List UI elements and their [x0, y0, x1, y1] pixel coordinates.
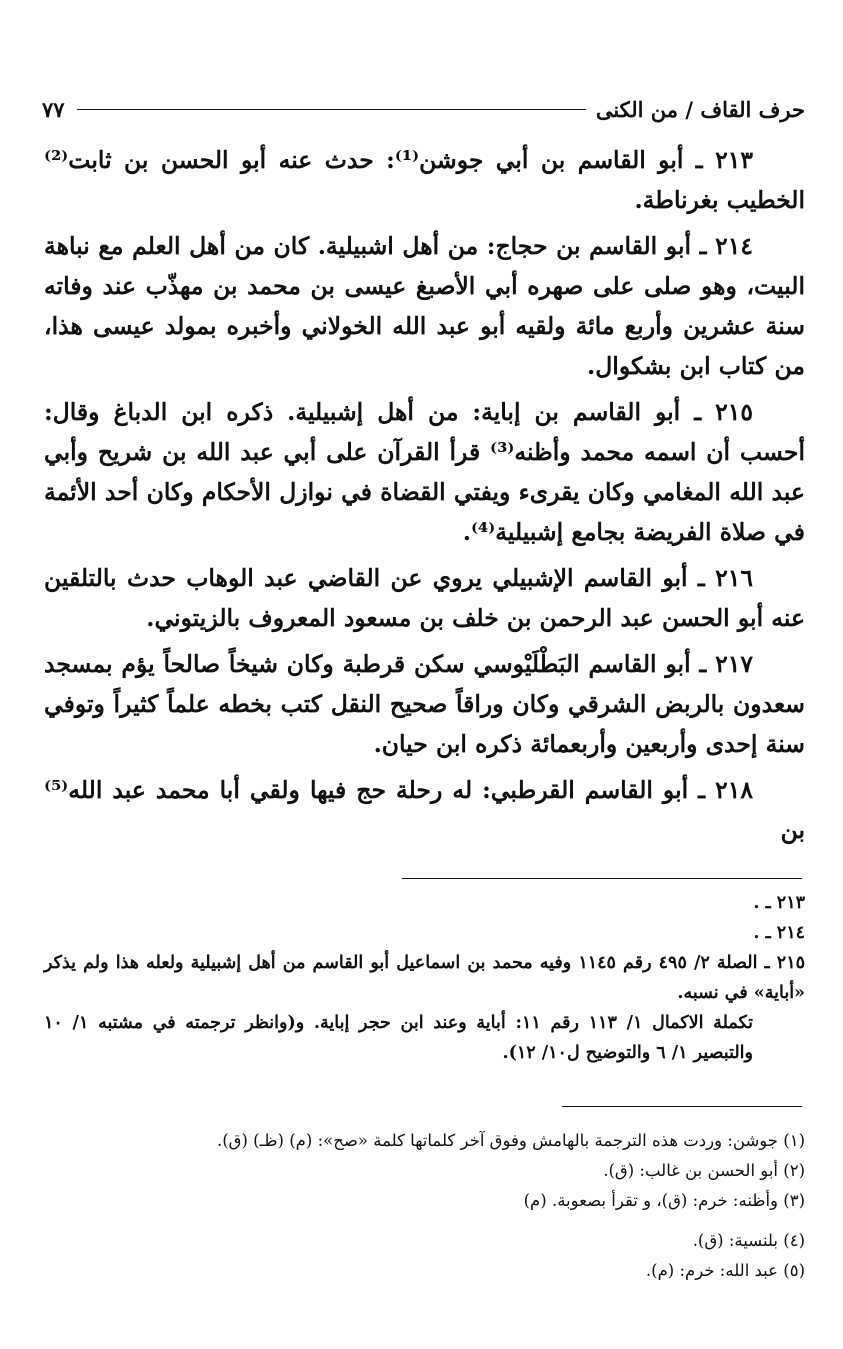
source-notes	[44, 888, 805, 1068]
footnote-5: (٥) عبد الله: خرم: (م).	[645, 1261, 805, 1280]
entry-214: ٢١٤ ـ أبو القاسم بن حجاج: من أهل اشبيلية. كان من أهل العلم مع نباهة البيت، وهو صلى على صهره أبي الأصبغ عيسى بن محمد بن مهذّب عند وفاته سنة عشرين وأربع مائة ولقيه أبو عبد الله الخولاني وأخبره بمولد عيسى هذا، من كتاب ابن بشكوال.	[44, 232, 805, 380]
footnotes-divider	[562, 1106, 802, 1107]
source-note-214: ٢١٤ ـ .	[753, 923, 805, 943]
header-title: حرف القاف / من الكنى	[595, 96, 805, 122]
notes-divider	[402, 878, 802, 879]
page-number: ٧٧	[42, 96, 65, 122]
source-note-213: ٢١٣ ـ .	[753, 893, 805, 913]
footnotes	[44, 1128, 805, 1288]
footnote-2: (٢) أبو الحسن بن غالب: (ق).	[603, 1161, 805, 1180]
running-header	[42, 92, 805, 126]
source-note-215-cont: تكملة الاكمال ١/ ١١٣ رقم ١١: أباية وعند ابن حجر إباية. و(وانظر ترجمته في مشتبه ١/ ١٠ والتبصير ١/ ٦ والتوضيح ل١٠/ ١٢).	[44, 1013, 754, 1063]
source-note-215: ٢١٥ ـ الصلة ٢/ ٤٩٥ رقم ١١٤٥ وفيه محمد بن اسماعيل أبو القاسم من أهل إشبيلية ولعله هذا ولم يذكر «أباية» في نسبه.	[44, 953, 805, 1003]
entry-218: ٢١٨ ـ أبو القاسم القرطبي: له رحلة حج فيها ولقي أبا محمد عبد الله⁽⁵⁾ بن	[44, 776, 805, 844]
header-rule	[77, 109, 586, 110]
footnote-3: (٣) وأظنه: خرم: (ق)، و تقرأ بصعوبة. (م)	[523, 1191, 805, 1210]
entry-213: ٢١٣ ـ أبو القاسم بن أبي جوشن⁽¹⁾: حدث عنه أبو الحسن بن ثابت⁽²⁾ الخطيب بغرناطة.	[44, 146, 805, 214]
entry-217: ٢١٧ ـ أبو القاسم البَطْلَيْوسي سكن قرطبة وكان شيخاً صالحاً يؤم بمسجد سعدون بالربض الشرقي وكان وراقاً صحيح النقل كتب بخطه علماً كثيراً وتوفي سنة إحدى وأربعين وأربعمائة ذكره ابن حيان.	[44, 650, 805, 758]
entry-216: ٢١٦ ـ أبو القاسم الإشبيلي يروي عن القاضي عبد الوهاب حدث بالتلقين عنه أبو الحسن عبد الرحمن بن خلف بن مسعود المعروف بالزيتوني.	[44, 564, 805, 632]
entry-215: ٢١٥ ـ أبو القاسم بن إباية: من أهل إشبيلية. ذكره ابن الدباغ وقال: أحسب أن اسمه محمد وأظنه⁽³⁾ قرأ القرآن على أبي عبد الله بن شريح وأبي عبد الله المغامي وكان يقرىء ويفتي القضاة في نوازل الأحكام وكان أحد الأئمة في صلاة الفريضة بجامع إشبيلية⁽⁴⁾.	[44, 398, 805, 546]
footnote-4: (٤) بلنسية: (ق).	[692, 1231, 805, 1250]
main-text	[44, 140, 805, 856]
footnote-1: (١) جوشن: وردت هذه الترجمة بالهامش وفوق آخر كلماتها كلمة «صح»: (م) (ظـ) (ق).	[216, 1131, 805, 1150]
